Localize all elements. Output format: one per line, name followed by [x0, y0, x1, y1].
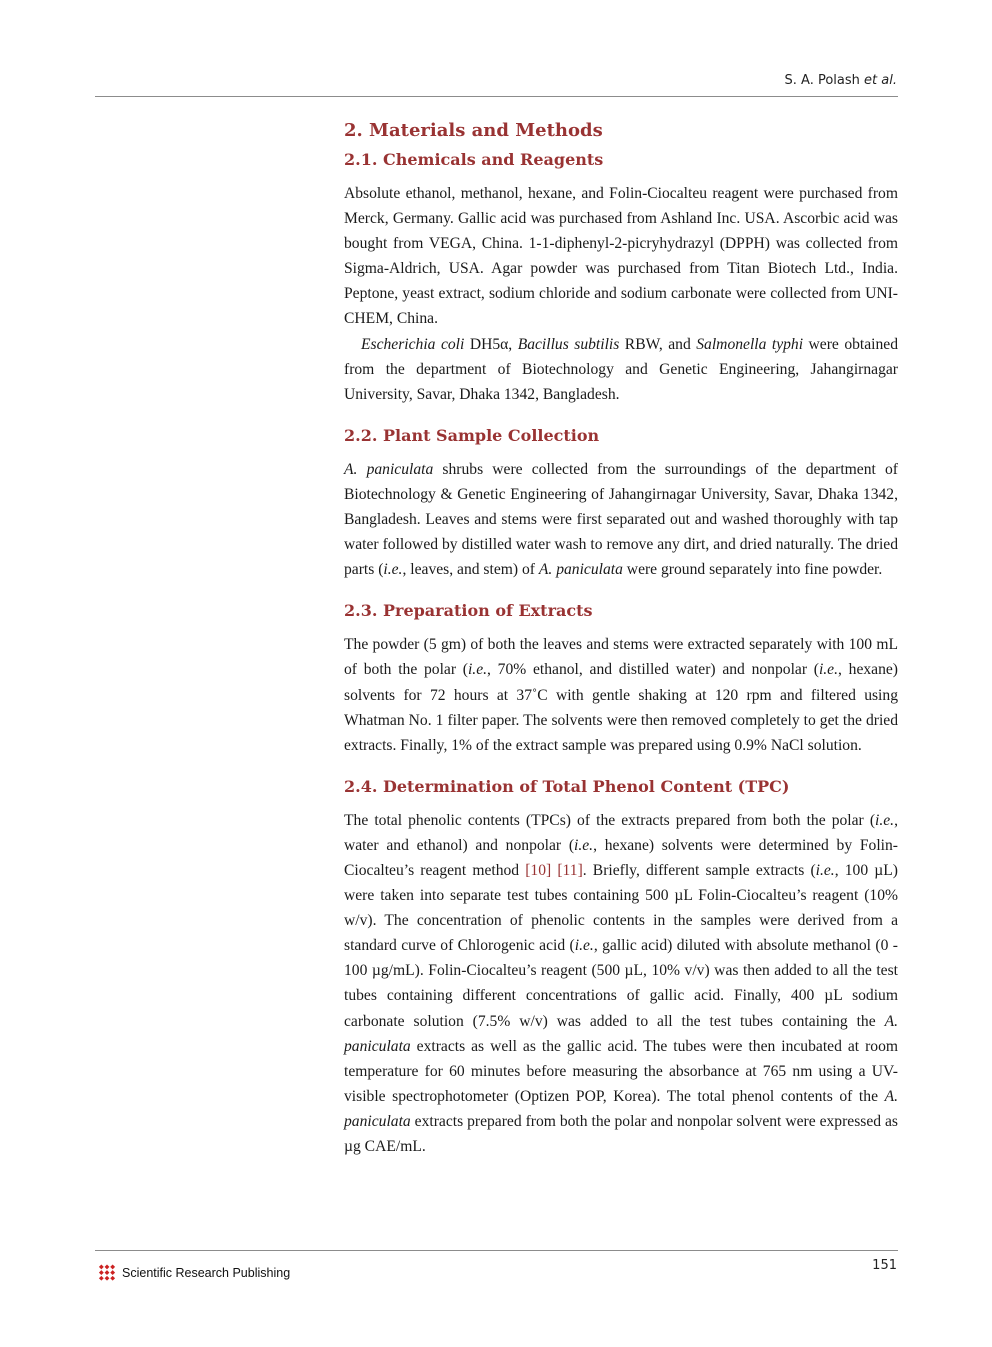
subsection-2-1-title: 2.1. Chemicals and Reagents	[344, 150, 604, 169]
paragraph-bacteria	[344, 332, 898, 407]
publisher-logo	[95, 1261, 290, 1285]
paragraph-chemicals: Absolute ethanol, methanol, hexane, and Folin-Ciocalteu reagent were purchased from Merck, Germany. Gallic acid was purchased from Ashland Inc. USA. Ascorbic acid was bought from VEGA, China. 1-1-diphenyl-2-picryhydrazyl (DPPH) was collected from Sigma-Aldrich, USA. Agar powder was purchased from Titan Biotech Ltd., India. Peptone, yeast extract, sodium chloride and sodium carbonate were collected from UNI-CHEM, China.	[344, 185, 898, 328]
text-run: The powder (5 gm) of both the leaves and stems were extracted separately with 100 mL of both the polar (	[344, 636, 898, 679]
text-run: , hexane) solvents were determined by Folin-Ciocalteu’s reagent method	[344, 836, 898, 879]
text-run: shrubs were collected from the surroundings of the department of Biotechnology & Genetic Engineering of Jahangirnagar University, Savar, Dhaka 1342, Bangladesh. Leaves and stems were first separated out and washed thoroughly with tap water followed by distilled water wash to remove any dirt, and dried naturally. The dried parts (	[344, 460, 898, 579]
species-apaniculata: A. paniculata	[538, 561, 623, 579]
logo-square	[105, 1265, 110, 1270]
subsection-2-4-title: 2.4. Determination of Total Phenol Content (TPC)	[344, 776, 790, 796]
page-number: 151	[872, 1258, 897, 1273]
species-apaniculata: A. paniculata	[344, 1087, 898, 1130]
species-ecoli: Escherichia coli	[361, 335, 465, 353]
citation-10[interactable]: [10]	[525, 861, 552, 879]
logo-square	[110, 1265, 115, 1270]
paragraph-extracts	[344, 632, 898, 757]
section-title: 2. Materials and Methods	[344, 120, 603, 141]
logo-square	[99, 1265, 104, 1270]
logo-square	[99, 1276, 104, 1281]
abbrev-ie: i.e.	[875, 811, 895, 829]
abbrev-ie: i.e.	[815, 861, 835, 879]
paragraph-plant-collection	[344, 457, 898, 582]
abbrev-ie: i.e.	[574, 836, 594, 854]
text-run: were obtained from the department of Biotechnology and Genetic Engineering, Jahangirnagar University, Savar, Dhaka 1342, Bangladesh.	[344, 335, 899, 403]
publisher-name: Scientific Research Publishing	[122, 1266, 291, 1280]
main-content	[344, 118, 898, 1159]
text-run: DH5α,	[464, 335, 518, 353]
text-run: . Briefly, different sample extracts (	[582, 861, 816, 879]
author-name: S. A. Polash	[784, 73, 860, 88]
logo-square	[99, 1270, 104, 1275]
abbrev-ie: i.e.	[467, 661, 488, 679]
paragraph-tpc	[344, 808, 898, 1159]
footer-rule	[95, 1250, 898, 1251]
species-apaniculata: A. paniculata	[344, 460, 434, 478]
text-run: , leaves, and stem) of	[402, 561, 539, 579]
running-head	[785, 72, 897, 90]
species-bsubtilis: Bacillus subtilis	[517, 335, 620, 353]
scirp-logo-icon	[95, 1261, 119, 1285]
et-al: et al.	[864, 73, 897, 88]
text-run: were ground separately into fine powder.	[622, 561, 883, 579]
text-run: The total phenolic contents (TPCs) of the extracts prepared from both the polar (	[344, 811, 876, 829]
species-apaniculata: A. paniculata	[344, 1012, 898, 1055]
logo-square	[105, 1276, 110, 1281]
text-run: extracts prepared from both the polar and nonpolar solvent were expressed as µg CAE/mL.	[344, 1112, 898, 1155]
abbrev-ie: i.e.	[383, 561, 403, 579]
subsection-2-3-title: 2.3. Preparation of Extracts	[344, 601, 593, 621]
subsection-2-2-title: 2.2. Plant Sample Collection	[344, 425, 600, 445]
header-rule	[95, 96, 898, 97]
species-styphi: Salmonella typhi	[696, 335, 804, 353]
text-run: , hexane) solvents for 72 hours at 37˚C with gentle shaking at 120 rpm and filtered using Whatman No. 1 filter paper. The solvents were then removed completely to get the dried extracts. Finally, 1% of the extract sample was prepared using 0.9% NaCl solution.	[344, 661, 899, 754]
text-run: , water and ethanol) and nonpolar (	[344, 811, 898, 854]
abbrev-ie: i.e.	[574, 937, 594, 955]
citation-11[interactable]: [11]	[557, 861, 583, 879]
logo-square	[105, 1270, 110, 1275]
logo-square	[110, 1276, 115, 1281]
logo-square	[110, 1270, 115, 1275]
text-run: , 100 µL) were taken into separate test tubes containing 500 µL Folin-Ciocalteu’s reagent (10% w/v). The concentration of phenolic contents in the samples were derived from a standard curve of Chlorogenic acid (	[344, 861, 898, 955]
text-run: , gallic acid) diluted with absolute methanol (0 - 100 µg/mL). Folin-Ciocalteu’s reagent (500 µL, 10% v/v) was then added to all the test tubes containing different concentrations of gallic acid. Finally, 400 µL sodium carbonate solution (7.5% w/v) was added to all the test tubes containing the	[344, 937, 898, 1030]
abbrev-ie: i.e.	[818, 661, 839, 679]
text-run: , 70% ethanol, and distilled water) and nonpolar (	[487, 661, 819, 679]
text-run: RBW, and	[619, 335, 697, 353]
text-run: extracts as well as the gallic acid. The tubes were then incubated at room temperature for 60 minutes before measuring the absorbance at 765 nm using a UV-visible spectrophotometer (Optizen POP, Korea). The total phenol contents of the	[344, 1037, 898, 1105]
